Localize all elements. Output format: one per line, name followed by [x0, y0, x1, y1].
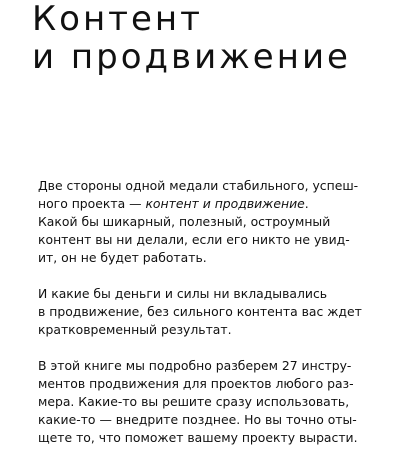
text-line: мера. Какие-то вы решите сразу использовать,	[38, 394, 350, 409]
text-line	[38, 195, 418, 213]
text-fragment: ного проекта —	[38, 196, 146, 211]
text-line: какие-то — внедрите позднее. Но вы точно оты-	[38, 412, 357, 427]
text-fragment: .	[304, 196, 309, 211]
paragraph-3	[38, 357, 418, 447]
text-line: в продвижение, без сильного контента вас ждет	[38, 304, 362, 319]
title-line-1: Контент	[32, 0, 203, 39]
paragraph-1	[38, 177, 418, 267]
page-title	[32, 0, 351, 76]
paragraph-2	[38, 285, 418, 339]
emphasis-text: контент и продвижение	[145, 196, 305, 211]
text-line: ментов продвижения для проектов любого раз-	[38, 376, 354, 391]
text-line: Какой бы шикарный, полезный, остроумный	[38, 214, 331, 229]
body-text	[38, 177, 418, 465]
title-line-2: и продвижение	[32, 37, 351, 77]
text-line: контент вы ни делали, если его никто не увид-	[38, 232, 350, 247]
text-line: кратковременный результат.	[38, 322, 232, 337]
text-line: ит, он не будет работать.	[38, 250, 207, 265]
text-line: И какие бы деньги и силы ни вкладывались	[38, 286, 328, 301]
text-line: В этой книге мы подробно разберем 27 инстру-	[38, 358, 352, 373]
text-line: щете то, что поможет вашему проекту вырасти.	[38, 430, 358, 445]
text-line: Две стороны одной медали стабильного, успеш-	[38, 178, 359, 193]
